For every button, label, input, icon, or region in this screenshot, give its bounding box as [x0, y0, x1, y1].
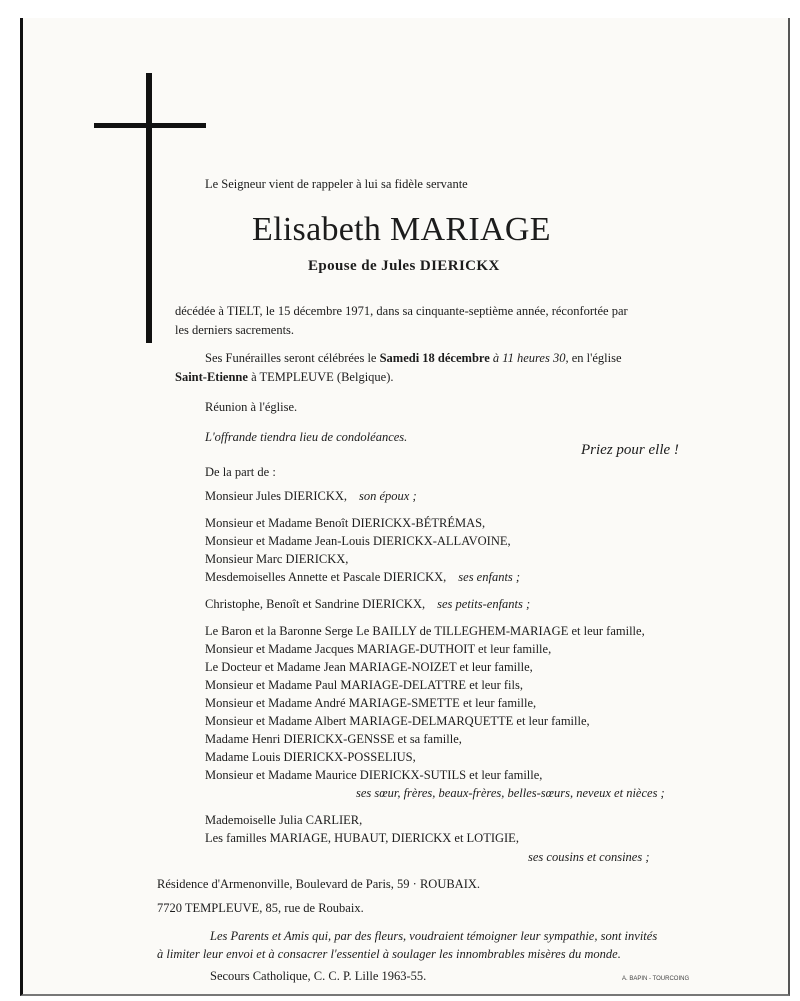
siblings-role: ses sœur, frères, beaux-frères, belles-sœurs, neveux et nièces ;	[356, 786, 665, 800]
death-line-2: les derniers sacrements.	[175, 323, 295, 337]
child-entry: Monsieur et Madame Jean-Louis DIERICKX-ALLAVOINE,	[205, 534, 511, 548]
prayer-text: Priez pour elle !	[581, 442, 679, 458]
intro-text: Le Seigneur vient de rappeler à lui sa fidèle servante	[205, 177, 468, 191]
sibling-entry: Monsieur et Madame Albert MARIAGE-DELMARQUETTE et leur famille,	[205, 714, 590, 728]
cousin-entry: Les familles MARIAGE, HUBAUT, DIERICKX et LOTIGIE,	[205, 831, 519, 845]
sibling-entry: Madame Louis DIERICKX-POSSELIUS,	[205, 750, 416, 764]
grandchildren-entry: Christophe, Benoît et Sandrine DIERICKX, ses petits-enfants ;	[205, 597, 531, 611]
cousins-role: ses cousins et consines ;	[528, 850, 650, 864]
sibling-entry: Le Baron et la Baronne Serge Le BAILLY de TILLEGHEM-MARIAGE et leur famille,	[205, 624, 645, 638]
cross-icon-bar	[94, 123, 206, 128]
sibling-entry: Monsieur et Madame Paul MARIAGE-DELATTRE et leur fils,	[205, 678, 523, 692]
printer-mark: A. BAPIN - TOURCOING	[622, 976, 690, 982]
cross-icon	[146, 73, 152, 343]
sibling-entry: Monsieur et Madame Jacques MARIAGE-DUTHOIT et leur famille,	[205, 642, 552, 656]
offering-text: L'offrande tiendra lieu de condoléances.	[205, 430, 408, 444]
deceased-name: Elisabeth MARIAGE	[252, 211, 551, 248]
sibling-entry: Le Docteur et Madame Jean MARIAGE-NOIZET et leur famille,	[205, 660, 533, 674]
death-line-1: décédée à TIELT, le 15 décembre 1971, dans sa cinquante-septième année, réconfortée par	[175, 304, 628, 318]
sibling-entry: Monsieur et Madame Maurice DIERICKX-SUTILS et leur famille,	[205, 768, 543, 782]
address-line: Résidence d'Armenonville, Boulevard de Paris, 59 · ROUBAIX.	[157, 877, 481, 891]
spouse-line: Epouse de Jules DIERICKX	[308, 258, 500, 274]
spouse-entry: Monsieur Jules DIERICKX, son époux ;	[205, 489, 417, 503]
child-entry: Monsieur Marc DIERICKX,	[205, 552, 349, 566]
closing-line-2: à limiter leur envoi et à consacrer l'essentiel à soulager les innombrables misères du monde.	[157, 947, 621, 961]
child-entry: Mesdemoiselles Annette et Pascale DIERICKX, ses enfants ;	[205, 570, 521, 584]
cousin-entry: Mademoiselle Julia CARLIER,	[205, 813, 363, 827]
child-entry: Monsieur et Madame Benoît DIERICKX-BÉTRÉMAS,	[205, 516, 486, 530]
sibling-entry: Monsieur et Madame André MARIAGE-SMETTE et leur famille,	[205, 696, 537, 710]
obituary-card	[20, 18, 790, 996]
funeral-line-2: Saint-Etienne à TEMPLEUVE (Belgique).	[175, 370, 394, 384]
closing-line-1: Les Parents et Amis qui, par des fleurs, voudraient témoigner leur sympathie, sont invités	[210, 929, 658, 943]
funeral-line-1: Ses Funérailles seront célébrées le Samedi 18 décembre à 11 heures 30, en l'église	[205, 351, 622, 365]
from-label: De la part de :	[205, 465, 276, 479]
charity-text: Secours Catholique, C. C. P. Lille 1963-55.	[210, 969, 427, 983]
sibling-entry: Madame Henri DIERICKX-GENSSE et sa famille,	[205, 732, 462, 746]
meeting-text: Réunion à l'église.	[205, 400, 298, 414]
address-line: 7720 TEMPLEUVE, 85, rue de Roubaix.	[157, 901, 364, 915]
